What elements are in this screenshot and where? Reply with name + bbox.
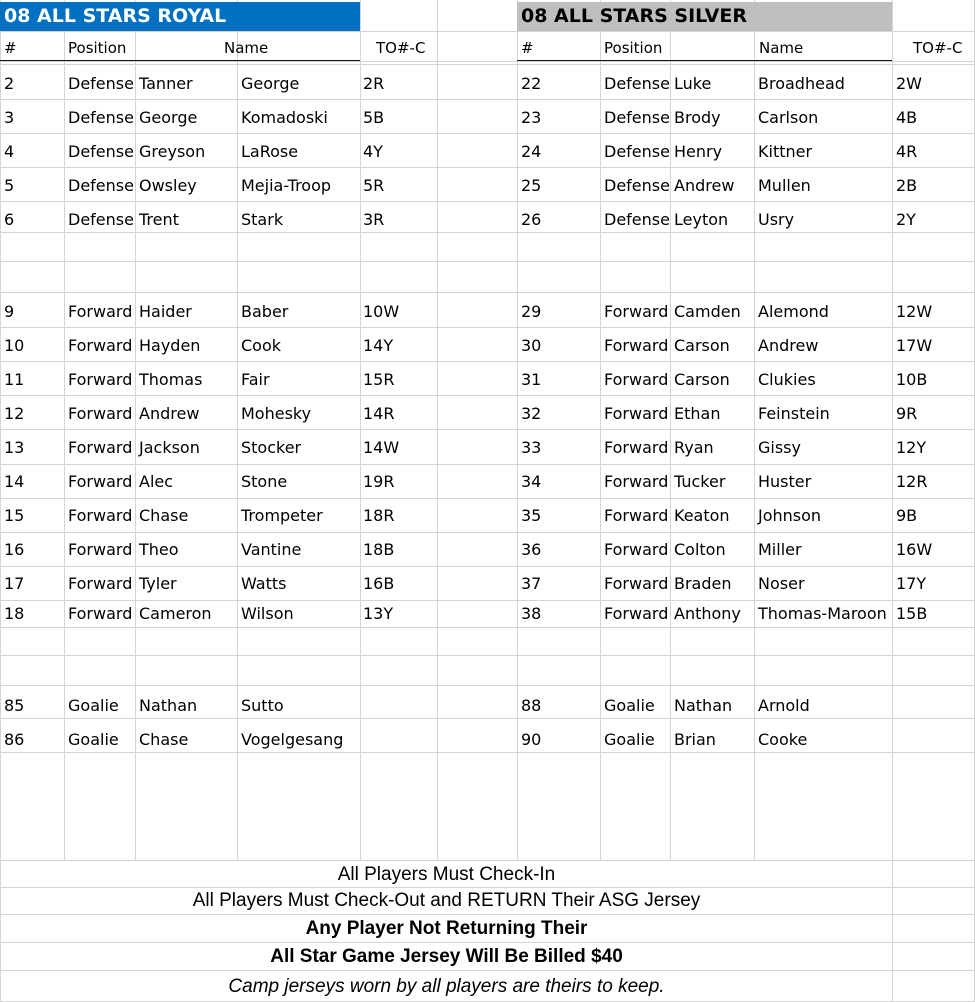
player-last-name: Vogelgesang (241, 730, 344, 749)
player-to-code: 10W (363, 302, 400, 321)
player-number: 85 (4, 696, 25, 715)
player-number: 90 (521, 730, 542, 749)
player-first-name: Brian (674, 730, 716, 749)
player-to-code: 14R (363, 404, 395, 423)
player-first-name: Cameron (139, 604, 212, 623)
player-position: Goalie (68, 696, 119, 715)
player-first-name: Ryan (674, 438, 714, 457)
player-last-name: Thomas-Maroon (758, 604, 887, 623)
player-to-code: 15B (896, 604, 928, 623)
player-first-name: Alec (139, 472, 174, 491)
player-last-name: Kittner (758, 142, 813, 161)
player-position: Defense (604, 142, 670, 161)
grid-row-line (0, 292, 975, 293)
player-to-code: 4R (896, 142, 918, 161)
player-position: Forward (604, 540, 669, 559)
grid-column-line (754, 0, 755, 860)
grid-column-line (135, 0, 136, 860)
note-check-out: All Players Must Check-Out and RETURN Their ASG Jersey (192, 890, 701, 911)
player-first-name: Brody (674, 108, 721, 127)
grid-column-line (64, 0, 65, 860)
player-to-code: 17Y (896, 574, 927, 593)
player-first-name: Hayden (139, 336, 201, 355)
grid-row-line (0, 566, 975, 567)
player-first-name: Tanner (139, 74, 193, 93)
player-to-code: 2R (363, 74, 385, 93)
player-to-code: 12W (896, 302, 933, 321)
player-to-code: 12Y (896, 438, 927, 457)
player-number: 30 (521, 336, 542, 355)
player-first-name: Anthony (674, 604, 741, 623)
player-number: 18 (4, 604, 25, 623)
player-last-name: Mullen (758, 176, 811, 195)
column-header-name: Name (224, 39, 269, 57)
player-last-name: Huster (758, 472, 812, 491)
player-to-code: 18B (363, 540, 395, 559)
grid-row-line (0, 61, 975, 62)
player-number: 38 (521, 604, 542, 623)
player-number: 34 (521, 472, 542, 491)
player-last-name: Cooke (758, 730, 808, 749)
player-last-name: Johnson (758, 506, 822, 525)
player-to-code: 2W (896, 74, 922, 93)
player-first-name: Carson (674, 336, 730, 355)
grid-row-line (0, 685, 975, 686)
player-position: Forward (68, 336, 133, 355)
column-header-number: # (4, 39, 17, 57)
player-to-code: 2Y (896, 210, 916, 229)
grid-row-line (0, 429, 975, 430)
player-number: 16 (4, 540, 25, 559)
player-last-name: Baber (241, 302, 289, 321)
player-position: Forward (68, 438, 133, 457)
player-number: 9 (4, 302, 15, 321)
player-first-name: Andrew (674, 176, 735, 195)
player-first-name: Tyler (139, 574, 177, 593)
player-position: Defense (68, 142, 134, 161)
grid-row-line (0, 201, 975, 202)
player-to-code: 19R (363, 472, 395, 491)
player-position: Forward (68, 604, 133, 623)
player-first-name: Camden (674, 302, 741, 321)
player-last-name: Andrew (758, 336, 819, 355)
player-position: Forward (604, 404, 669, 423)
player-position: Goalie (68, 730, 119, 749)
column-header-to-code: TO#-C (376, 39, 426, 57)
player-first-name: Theo (139, 540, 179, 559)
player-number: 23 (521, 108, 542, 127)
player-to-code: 18R (363, 506, 395, 525)
player-number: 10 (4, 336, 25, 355)
player-number: 11 (4, 370, 25, 389)
grid-row-line (0, 970, 975, 971)
grid-row-line (0, 627, 975, 628)
player-first-name: Nathan (674, 696, 733, 715)
player-to-code: 12R (896, 472, 928, 491)
grid-column-line (237, 0, 238, 860)
player-number: 37 (521, 574, 542, 593)
player-to-code: 14Y (363, 336, 394, 355)
player-position: Defense (68, 210, 134, 229)
grid-row-line (0, 718, 975, 719)
player-first-name: Tucker (674, 472, 726, 491)
player-position: Defense (604, 210, 670, 229)
player-number: 35 (521, 506, 542, 525)
player-number: 26 (521, 210, 542, 229)
player-last-name: Clukies (758, 370, 816, 389)
player-first-name: Carson (674, 370, 730, 389)
player-first-name: Trent (139, 210, 179, 229)
player-number: 5 (4, 176, 15, 195)
header-underline (0, 60, 360, 61)
team-royal-title: 08 ALL STARS ROYAL (0, 2, 360, 31)
grid-row-line (0, 99, 975, 100)
player-first-name: Colton (674, 540, 726, 559)
player-last-name: Stone (241, 472, 288, 491)
grid-row-line (0, 532, 975, 533)
grid-row-line (0, 361, 975, 362)
grid-column-line (360, 0, 361, 860)
player-first-name: Ethan (674, 404, 721, 423)
player-first-name: Thomas (139, 370, 203, 389)
column-header-name: Name (759, 39, 804, 57)
player-position: Defense (604, 74, 670, 93)
player-to-code: 14W (363, 438, 400, 457)
player-position: Goalie (604, 730, 655, 749)
player-number: 3 (4, 108, 15, 127)
player-number: 22 (521, 74, 542, 93)
grid-row-line (0, 31, 975, 32)
player-first-name: Greyson (139, 142, 206, 161)
player-first-name: Keaton (674, 506, 730, 525)
team-silver-title: 08 ALL STARS SILVER (517, 2, 892, 31)
player-first-name: Owsley (139, 176, 197, 195)
grid-row-line (0, 914, 975, 915)
player-position: Forward (604, 506, 669, 525)
player-position: Forward (68, 370, 133, 389)
player-last-name: Wilson (241, 604, 294, 623)
player-position: Forward (68, 540, 133, 559)
column-header-to-code: TO#-C (913, 39, 963, 57)
player-last-name: Stocker (241, 438, 302, 457)
player-number: 17 (4, 574, 25, 593)
grid-row-line (0, 232, 975, 233)
player-to-code: 2B (896, 176, 918, 195)
player-last-name: Stark (241, 210, 284, 229)
grid-row-line (0, 261, 975, 262)
column-header-position: Position (604, 39, 663, 57)
grid-row-line (0, 600, 975, 601)
player-to-code: 9B (896, 506, 918, 525)
player-last-name: Broadhead (758, 74, 845, 93)
note-billing-line2: All Star Game Jersey Will Be Billed $40 (270, 946, 623, 967)
player-position: Forward (604, 370, 669, 389)
player-position: Forward (604, 472, 669, 491)
player-first-name: Jackson (139, 438, 200, 457)
player-last-name: Arnold (758, 696, 810, 715)
player-position: Forward (604, 438, 669, 457)
player-to-code: 10B (896, 370, 928, 389)
note-camp-jerseys: Camp jerseys worn by all players are theirs to keep. (228, 976, 665, 997)
player-number: 14 (4, 472, 25, 491)
player-to-code: 5R (363, 176, 385, 195)
player-last-name: Usry (758, 210, 795, 229)
player-to-code: 4Y (363, 142, 383, 161)
player-position: Defense (68, 108, 134, 127)
player-first-name: Nathan (139, 696, 198, 715)
player-to-code: 5B (363, 108, 385, 127)
player-last-name: Carlson (758, 108, 819, 127)
player-number: 29 (521, 302, 542, 321)
player-first-name: Andrew (139, 404, 200, 423)
grid-row-line (0, 327, 975, 328)
player-to-code: 13Y (363, 604, 394, 623)
player-position: Forward (68, 302, 133, 321)
grid-column-line (892, 0, 893, 1001)
player-first-name: Leyton (674, 210, 729, 229)
player-number: 31 (521, 370, 542, 389)
player-number: 12 (4, 404, 25, 423)
player-last-name: Miller (758, 540, 802, 559)
player-first-name: Braden (674, 574, 732, 593)
player-number: 32 (521, 404, 542, 423)
player-last-name: Mohesky (241, 404, 312, 423)
player-to-code: 17W (896, 336, 933, 355)
player-first-name: Chase (139, 506, 189, 525)
player-position: Defense (68, 176, 134, 195)
player-number: 86 (4, 730, 25, 749)
player-to-code: 16B (363, 574, 395, 593)
grid-row-line (0, 464, 975, 465)
player-first-name: George (139, 108, 198, 127)
player-last-name: Trompeter (241, 506, 323, 525)
player-to-code: 9R (896, 404, 918, 423)
player-position: Defense (604, 176, 670, 195)
player-position: Defense (604, 108, 670, 127)
player-to-code: 4B (896, 108, 918, 127)
grid-row-line (0, 64, 975, 65)
player-last-name: Vantine (241, 540, 302, 559)
player-position: Goalie (604, 696, 655, 715)
player-first-name: Chase (139, 730, 189, 749)
player-position: Forward (604, 336, 669, 355)
player-to-code: 16W (896, 540, 933, 559)
player-number: 36 (521, 540, 542, 559)
player-to-code: 3R (363, 210, 385, 229)
header-underline (517, 60, 892, 61)
player-position: Forward (68, 506, 133, 525)
grid-column-line (0, 0, 1, 1001)
grid-row-line (0, 887, 975, 888)
player-number: 13 (4, 438, 25, 457)
grid-column-line (437, 0, 438, 860)
player-last-name: Fair (241, 370, 270, 389)
player-last-name: Mejia-Troop (241, 176, 332, 195)
grid-column-line (517, 0, 518, 860)
note-billing-line1: Any Player Not Returning Their (305, 918, 588, 939)
player-number: 88 (521, 696, 542, 715)
player-last-name: Noser (758, 574, 805, 593)
grid-row-line (0, 395, 975, 396)
grid-row-line (0, 942, 975, 943)
grid-row-line (0, 752, 975, 753)
column-header-number: # (521, 39, 534, 57)
player-position: Defense (68, 74, 134, 93)
player-number: 4 (4, 142, 15, 161)
player-last-name: Watts (241, 574, 287, 593)
grid-row-line (0, 167, 975, 168)
player-position: Forward (68, 404, 133, 423)
player-number: 25 (521, 176, 542, 195)
grid-row-line (0, 860, 975, 861)
player-number: 6 (4, 210, 15, 229)
player-last-name: Gissy (758, 438, 801, 457)
player-position: Forward (604, 302, 669, 321)
player-last-name: Cook (241, 336, 282, 355)
player-last-name: George (241, 74, 300, 93)
player-number: 24 (521, 142, 542, 161)
player-number: 33 (521, 438, 542, 457)
player-position: Forward (604, 574, 669, 593)
grid-column-line (600, 0, 601, 860)
grid-row-line (0, 498, 975, 499)
player-last-name: Sutto (241, 696, 284, 715)
grid-column-line (670, 0, 671, 860)
player-first-name: Henry (674, 142, 723, 161)
player-position: Forward (68, 574, 133, 593)
column-header-position: Position (68, 39, 127, 57)
player-first-name: Haider (139, 302, 192, 321)
grid-row-line (0, 133, 975, 134)
player-last-name: Alemond (758, 302, 829, 321)
player-number: 15 (4, 506, 25, 525)
grid-row-line (0, 655, 975, 656)
player-to-code: 15R (363, 370, 395, 389)
player-last-name: Feinstein (758, 404, 830, 423)
note-check-in: All Players Must Check-In (337, 864, 556, 885)
player-last-name: LaRose (241, 142, 299, 161)
player-last-name: Komadoski (241, 108, 328, 127)
player-number: 2 (4, 74, 15, 93)
player-position: Forward (604, 604, 669, 623)
player-first-name: Luke (674, 74, 712, 93)
player-position: Forward (68, 472, 133, 491)
